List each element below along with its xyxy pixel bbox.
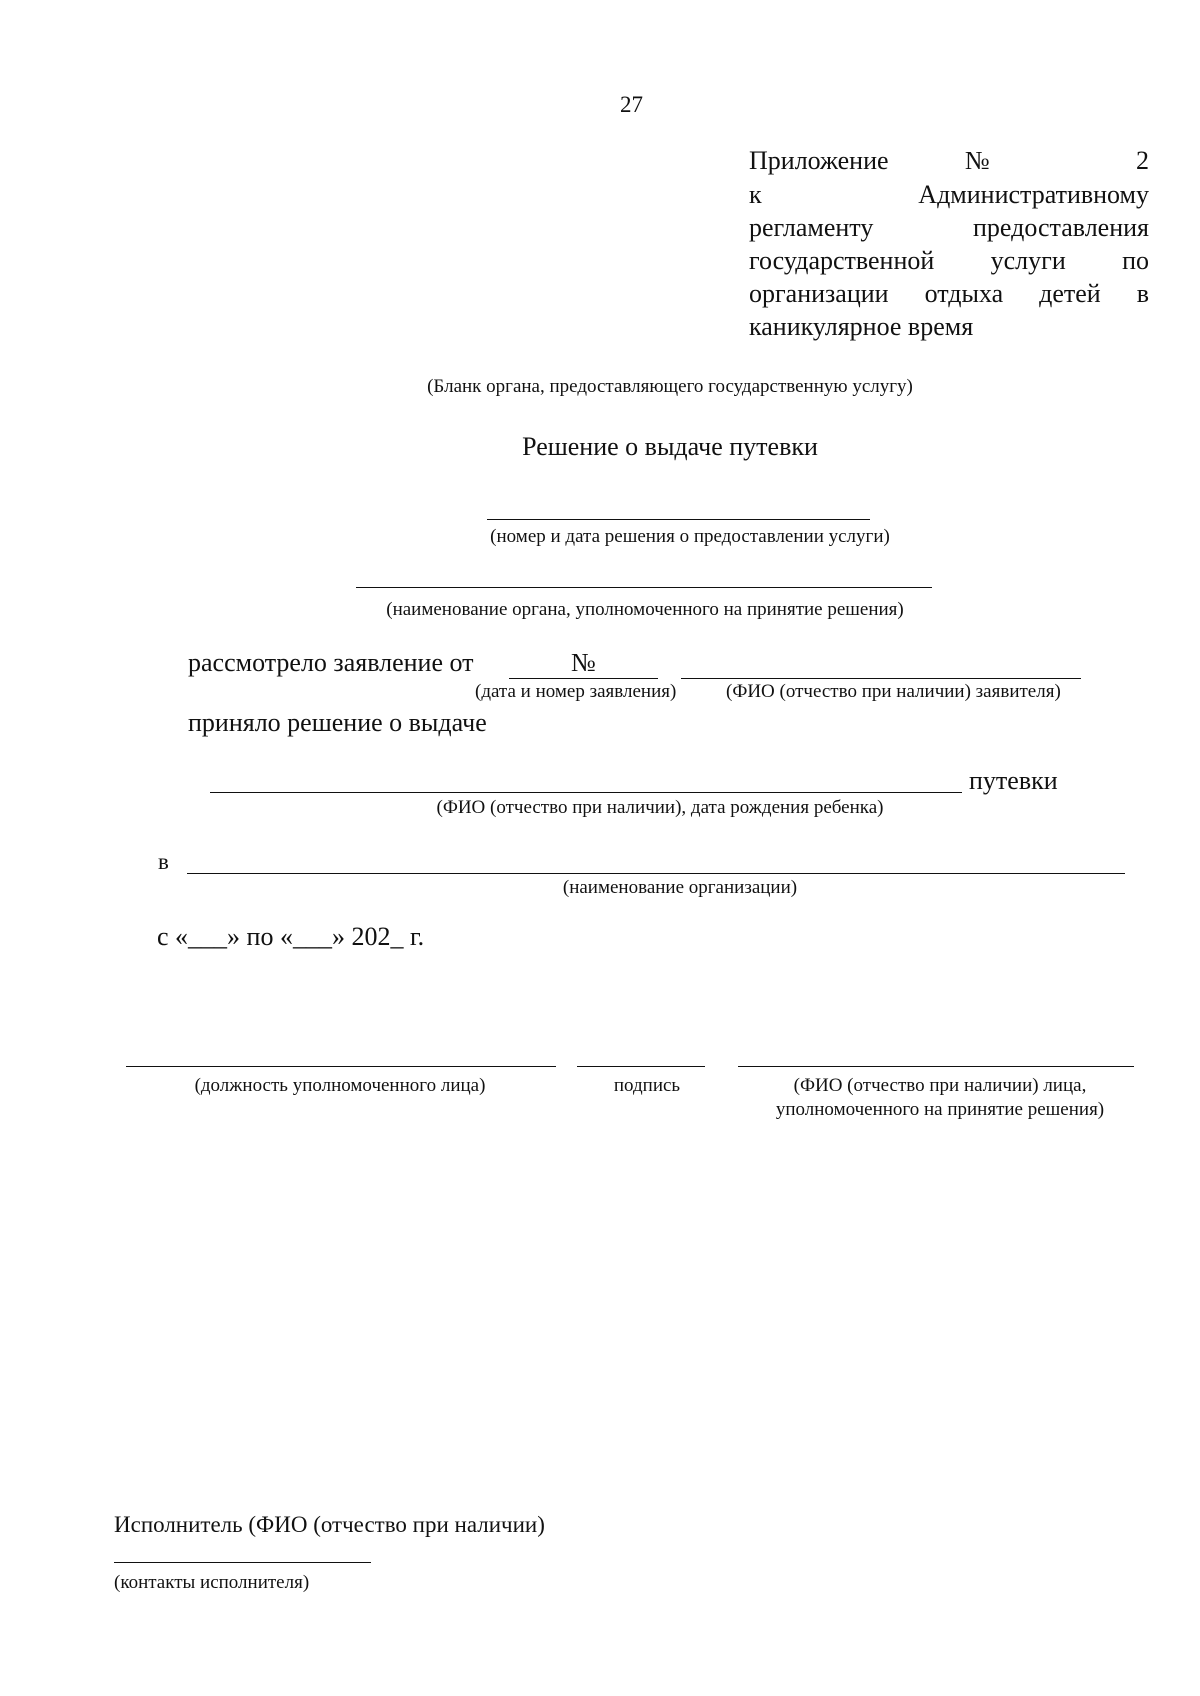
date-number-caption: (дата и номер заявления): [475, 681, 677, 702]
considered-text: рассмотрело заявление от: [188, 648, 474, 677]
appendix-line: государственной услуги по: [749, 246, 1149, 275]
decision-number-caption: (номер и дата решения о предоставлении услуги): [490, 526, 890, 547]
executor-contacts-caption: (контакты исполнителя): [114, 1572, 310, 1593]
organization-caption: (наименование организации): [562, 877, 798, 898]
appendix-line: организации отдыха детей в: [749, 279, 1149, 308]
period-text: с «___» по «___» 202_ г.: [157, 922, 425, 951]
blank-caption: (Бланк органа, предоставляющего государственную услугу): [427, 376, 913, 397]
executor-text: Исполнитель (ФИО (отчество при наличии): [114, 1512, 545, 1537]
appendix-title: Приложение № 2: [749, 146, 1149, 175]
child-info-line: [210, 792, 962, 793]
number-sign: №: [571, 648, 596, 677]
organ-caption: (наименование органа, уполномоченного на принятие решения): [386, 599, 904, 620]
name-line: [738, 1066, 1134, 1067]
executor-contacts-line: [114, 1562, 371, 1563]
applicant-name-line: [681, 678, 1081, 679]
signature-line: [577, 1066, 705, 1067]
position-line: [126, 1066, 556, 1067]
organization-prefix: в: [158, 849, 169, 874]
appendix-line: каникулярное время: [749, 312, 974, 341]
page-number: 27: [620, 92, 643, 117]
document-title: Решение о выдаче путевки: [522, 432, 818, 461]
decided-text: приняло решение о выдаче: [188, 708, 487, 737]
name-caption-line1: (ФИО (отчество при наличии) лица,: [793, 1075, 1087, 1096]
appendix-line: регламенту предоставления: [749, 213, 1149, 242]
appendix-line: к Административному: [749, 180, 1149, 209]
decision-number-line: [487, 519, 870, 520]
position-caption: (должность уполномоченного лица): [194, 1075, 486, 1096]
child-caption: (ФИО (отчество при наличии), дата рождения ребенка): [436, 797, 884, 818]
applicant-caption: (ФИО (отчество при наличии) заявителя): [726, 681, 1061, 702]
name-caption-line2: уполномоченного на принятие решения): [775, 1099, 1105, 1120]
organ-line: [356, 587, 932, 588]
application-date-line: [509, 678, 658, 679]
voucher-word: путевки: [969, 766, 1058, 795]
signature-caption: подпись: [613, 1075, 681, 1096]
organization-line: [187, 873, 1125, 874]
